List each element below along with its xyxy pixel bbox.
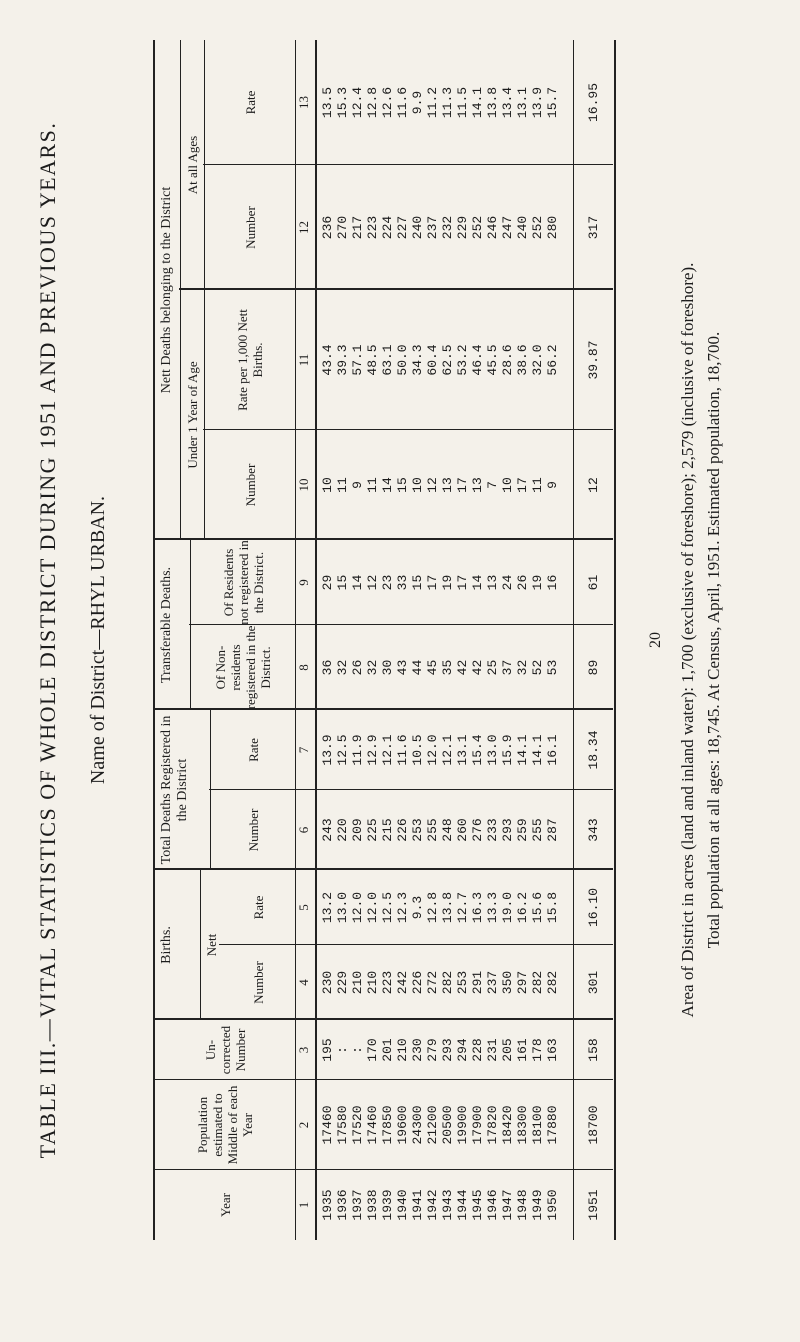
table-cell: 282 — [440, 970, 455, 995]
table-cell: 53.2 — [455, 344, 470, 376]
column-bnum — [315, 945, 573, 1020]
table-cell: 240 — [515, 215, 530, 240]
col-number: 3 — [296, 1046, 311, 1054]
page-number: 20 — [647, 632, 664, 648]
table-cell: 195 — [320, 1038, 335, 1062]
table-cell: 163 — [545, 1038, 560, 1062]
table-cell: 44 — [410, 659, 425, 676]
footnotes — [675, 40, 727, 1240]
table-cell: 19.0 — [500, 891, 515, 924]
table-cell: 1944 — [455, 1189, 470, 1221]
column-nrate — [315, 40, 573, 165]
table-cell: 26 — [350, 659, 365, 676]
table-cell: 43 — [395, 659, 410, 676]
table-cell: 19 — [440, 574, 455, 591]
table-cell: 1948 — [515, 1189, 530, 1221]
footnote-area-acres: Area of District in acres (land and inland water): 1,700 (exclusive of foreshore); 2,579 (inclusive of foreshore). — [678, 262, 697, 1018]
table-cell: 16.10 — [586, 888, 601, 928]
header-non-residents: Of Non-residents registered in the District. — [213, 625, 273, 710]
table-cell: 230 — [320, 970, 335, 995]
column-tdrate — [315, 710, 573, 790]
table-cell: 210 — [350, 970, 365, 995]
table-cell: 12.7 — [455, 891, 470, 924]
table-cell: 11.2 — [425, 86, 440, 119]
table-cell: 12.3 — [395, 891, 410, 924]
table-cell: 13.4 — [500, 86, 515, 119]
table-cell: 215 — [380, 818, 395, 842]
table-cell: 13 — [440, 477, 455, 493]
table-cell: 1941 — [410, 1189, 425, 1221]
table-cell: 11.9 — [350, 734, 365, 766]
col-number: 8 — [296, 664, 311, 671]
column-rule — [153, 1018, 613, 1020]
table-cell: 52 — [530, 659, 545, 676]
table-cell: 17850 — [380, 1105, 395, 1145]
table-cell: 301 — [586, 970, 601, 995]
table-cell: 19900 — [455, 1105, 470, 1145]
table-cell: 17460 — [320, 1105, 335, 1145]
table-cell: 294 — [455, 1038, 470, 1062]
table-cell: 287 — [545, 818, 560, 842]
table-cell: 217 — [350, 215, 365, 240]
table-cell: 48.5 — [365, 344, 380, 376]
table-cell: 63.1 — [380, 344, 395, 376]
table-cell: 25 — [485, 659, 500, 676]
header-total-deaths-group: Total Deaths Registered in the District — [155, 710, 211, 870]
table-cell: 18.34 — [586, 730, 601, 770]
col-number: 7 — [296, 746, 311, 754]
rotated-table-sheet — [35, 40, 775, 1240]
table-cell: 15.6 — [530, 891, 545, 924]
table-cell: 18420 — [500, 1105, 515, 1145]
table-cell: 220 — [335, 818, 350, 842]
table-cell: 1940 — [395, 1189, 410, 1221]
table-cell: 209 — [350, 818, 365, 842]
table-cell: 37 — [500, 659, 515, 676]
table-cell: 42 — [470, 659, 485, 676]
column-year — [315, 1170, 573, 1240]
table-cell: 13.1 — [455, 734, 470, 766]
table-cell: 161 — [515, 1038, 530, 1062]
table-cell: 270 — [335, 215, 350, 240]
table-cell: 30 — [380, 659, 395, 676]
table-cell: 272 — [425, 970, 440, 995]
col-number: 1 — [296, 1201, 311, 1209]
table-cell: 226 — [395, 818, 410, 842]
table-cell: 17 — [515, 477, 530, 493]
col-number: 12 — [296, 221, 311, 234]
table-cell: 178 — [530, 1038, 545, 1062]
column-rule — [153, 708, 613, 710]
header-population: Population estimated to Middle of each Year — [195, 1085, 255, 1165]
table-cell: 14.1 — [470, 86, 485, 119]
table-cell: 13.3 — [485, 891, 500, 924]
table-cell: 32 — [335, 659, 350, 676]
yearly-data-block — [315, 40, 573, 1240]
table-cell: 17 — [455, 574, 470, 591]
table-cell: 35 — [440, 659, 455, 676]
table-cell: 224 — [380, 215, 395, 240]
table-cell: 15.3 — [335, 86, 350, 119]
column-rule — [153, 868, 613, 870]
table-cell: 210 — [395, 1038, 410, 1062]
header-total-deaths-number: Number — [245, 808, 261, 852]
header-total-deaths-rate: Rate — [245, 738, 261, 762]
header-row — [153, 40, 296, 1240]
table-cell: 17460 — [365, 1105, 380, 1145]
table-cell: 1937 — [350, 1189, 365, 1221]
table-cell: 10.5 — [410, 734, 425, 766]
table-cell: 26 — [515, 574, 530, 591]
table-cell: 17580 — [335, 1105, 350, 1145]
table-cell: 9 — [545, 481, 560, 489]
table-cell: 293 — [440, 1038, 455, 1062]
table-cell: 16.3 — [470, 891, 485, 924]
table-cell: 50.0 — [395, 344, 410, 376]
table-cell: 15 — [410, 574, 425, 591]
table-cell: 170 — [365, 1038, 380, 1062]
table-cell: 56.2 — [545, 344, 560, 376]
column-tdnum — [315, 790, 573, 870]
table-cell: 13.0 — [485, 734, 500, 766]
table-cell: 343 — [586, 818, 601, 842]
table-cell: 7 — [485, 481, 500, 489]
table-cell: 12.5 — [380, 891, 395, 924]
district-name: Name of District—RHYL URBAN. — [87, 495, 109, 785]
table-cell: 248 — [440, 818, 455, 842]
table-cell: 13.5 — [320, 86, 335, 119]
column-rule — [179, 288, 613, 290]
table-cell: 13.8 — [440, 891, 455, 924]
table-cell: 226 — [410, 970, 425, 995]
table-cell: 57.1 — [350, 344, 365, 376]
table-cell: 60.4 — [425, 344, 440, 376]
column-rule — [209, 789, 613, 790]
table-cell: 20500 — [440, 1105, 455, 1145]
column-rule — [153, 538, 613, 540]
table-cell: 291 — [470, 970, 485, 995]
table-cell: 18100 — [530, 1105, 545, 1145]
table-cell: 21200 — [425, 1105, 440, 1145]
table-cell: 45.5 — [485, 344, 500, 376]
table-cell: 225 — [365, 818, 380, 842]
table-cell: 12.4 — [350, 86, 365, 119]
table-cell: 17900 — [470, 1105, 485, 1145]
table-cell: 19600 — [395, 1105, 410, 1145]
header-residents: Of Residents not registered in the District. — [220, 540, 266, 625]
table-cell: 210 — [365, 970, 380, 995]
column-nnum — [315, 165, 573, 290]
header-all-ages-number: Number — [242, 206, 258, 249]
table-title: TABLE III.—VITAL STATISTICS OF WHOLE DISTRICT DURING 1951 AND PREVIOUS YEARS. — [35, 121, 60, 1159]
table-cell: 13 — [470, 477, 485, 493]
table-cell: 1936 — [335, 1189, 350, 1221]
table-cell: 12.8 — [425, 891, 440, 924]
header-transferable-group: Transferable Deaths. — [155, 540, 191, 710]
table-cell: 17 — [455, 477, 470, 493]
table-cell: 205 — [500, 1038, 515, 1062]
column-rule — [153, 1079, 613, 1080]
table-cell: 236 — [320, 215, 335, 240]
table-cell: 36 — [320, 659, 335, 676]
table-cell: 12.6 — [380, 86, 395, 119]
table-cell: 1947 — [500, 1189, 515, 1221]
table-cell: 12.9 — [365, 734, 380, 766]
table-cell: 237 — [485, 970, 500, 995]
table-cell: 24300 — [410, 1105, 425, 1145]
col-number: 2 — [296, 1121, 311, 1129]
table-cell: 227 — [395, 215, 410, 240]
table-cell: 33 — [395, 574, 410, 591]
table-cell: 12.0 — [365, 891, 380, 924]
table-cell: 46.4 — [470, 344, 485, 376]
table-cell: 13.9 — [320, 734, 335, 766]
table-cell: 1943 — [440, 1189, 455, 1221]
table-cell: 317 — [586, 215, 601, 240]
header-under-1-number: Number — [242, 463, 258, 507]
table-cell: 17820 — [485, 1105, 500, 1145]
table-cell: 62.5 — [440, 344, 455, 376]
table-cell: 276 — [470, 818, 485, 842]
col-number: 9 — [296, 579, 311, 586]
table-cell: 13 — [485, 574, 500, 591]
table-cell: 1942 — [425, 1189, 440, 1221]
header-births-nett: Nett — [203, 933, 219, 957]
table-cell: 89 — [586, 659, 601, 676]
table-cell: 158 — [586, 1038, 601, 1062]
table-cell: 14 — [380, 477, 395, 493]
table-cell: 13.8 — [485, 86, 500, 119]
table-cell: 255 — [530, 818, 545, 842]
col-number: 11 — [296, 353, 311, 367]
table-cell: 10 — [500, 477, 515, 493]
table-cell: 9.3 — [410, 895, 425, 920]
table-cell: 28.6 — [500, 344, 515, 376]
table-cell: : — [350, 1046, 365, 1054]
table-cell: 53 — [545, 659, 560, 676]
footnote-population: Total population at all ages: 18,745. At Census, April, 1951. Estimated population, 18,700. — [704, 331, 723, 949]
table-cell: 12.5 — [335, 734, 350, 766]
column-n1rate — [315, 290, 573, 430]
table-cell: 1946 — [485, 1189, 500, 1221]
table-cell: 12 — [586, 477, 601, 493]
table-cell: 1945 — [470, 1189, 485, 1221]
table-cell: 11.6 — [395, 86, 410, 119]
table-cell: 242 — [395, 970, 410, 995]
table-cell: 280 — [545, 215, 560, 240]
table-cell: 39.87 — [586, 340, 601, 380]
table-cell: 24 — [500, 574, 515, 591]
table-cell: 1939 — [380, 1189, 395, 1221]
table-cell: 229 — [335, 970, 350, 995]
table-cell: 282 — [545, 970, 560, 995]
column-n1 — [315, 430, 573, 540]
table-cell: 15.8 — [545, 891, 560, 924]
table-cell: 14.1 — [515, 734, 530, 766]
table-cell: : — [335, 1046, 350, 1054]
column-rule — [203, 164, 613, 165]
table-cell: 34.3 — [410, 344, 425, 376]
table-cell: 259 — [515, 818, 530, 842]
table-cell: 231 — [485, 1038, 500, 1062]
header-under-1-rate: Rate per 1,000 Nett Births. — [235, 309, 265, 411]
column-brate — [315, 870, 573, 945]
header-births-rate: Rate — [250, 895, 266, 920]
column-unc — [315, 1020, 573, 1080]
table-cell: 32 — [515, 659, 530, 676]
table-cell: 32 — [365, 659, 380, 676]
table-cell: 17 — [425, 574, 440, 591]
table-cell: 42 — [455, 659, 470, 676]
table-cell: 13.0 — [335, 891, 350, 924]
header-all-ages: At all Ages — [181, 40, 205, 290]
table-cell: 252 — [530, 215, 545, 240]
table-cell: 350 — [500, 970, 515, 995]
table-cell: 45 — [425, 659, 440, 676]
column-pop — [315, 1080, 573, 1170]
table-cell: 14 — [350, 574, 365, 591]
table-cell: 32.0 — [530, 344, 545, 376]
table-cell: 9 — [350, 481, 365, 489]
table-cell: 240 — [410, 215, 425, 240]
table-cell: 229 — [455, 215, 470, 240]
table-cell: 23 — [380, 574, 395, 591]
table-cell: 13.1 — [515, 86, 530, 119]
table-cell: 1951 — [586, 1189, 601, 1221]
table-cell: 9.9 — [410, 90, 425, 115]
table-cell: 43.4 — [320, 344, 335, 376]
table-cell: 293 — [500, 818, 515, 842]
table-cell: 12 — [365, 574, 380, 591]
table-cell: 61 — [586, 574, 601, 591]
table-cell: 13.9 — [530, 86, 545, 119]
table-cell: 16.2 — [515, 891, 530, 924]
table-cell: 18300 — [515, 1105, 530, 1145]
col-number: 10 — [296, 478, 311, 492]
col-number: 4 — [296, 979, 311, 986]
table-cell: 282 — [530, 970, 545, 995]
table-cell: 223 — [380, 970, 395, 995]
table-cell: 223 — [365, 215, 380, 240]
table-cell: 260 — [455, 818, 470, 842]
table-cell: 12.0 — [350, 891, 365, 924]
table-cell: 253 — [455, 970, 470, 995]
table-cell: 12.8 — [365, 86, 380, 119]
table-cell: 247 — [500, 215, 515, 240]
table-cell: 12.0 — [425, 734, 440, 766]
table-cell: 1950 — [545, 1189, 560, 1221]
header-uncorrected: Un-corrected Number — [202, 1025, 248, 1075]
table-cell: 15.7 — [545, 86, 560, 119]
table-cell: 11.6 — [395, 734, 410, 766]
table-cell: 243 — [320, 818, 335, 842]
table-cell: 39.3 — [335, 344, 350, 376]
table-cell: 246 — [485, 215, 500, 240]
col-number: 5 — [296, 904, 311, 911]
column-number-row — [293, 40, 317, 1240]
table-cell: 38.6 — [515, 344, 530, 376]
col-number: 6 — [296, 826, 311, 834]
table-cell: 17520 — [350, 1105, 365, 1145]
table-cell: 16.1 — [545, 734, 560, 766]
column-nonres — [315, 625, 573, 710]
current-year-row — [573, 40, 616, 1240]
header-all-ages-rate: Rate — [242, 90, 258, 115]
column-rule — [153, 1169, 613, 1170]
column-rule — [189, 624, 613, 625]
table-cell: 237 — [425, 215, 440, 240]
table-cell: 233 — [485, 818, 500, 842]
column-rule — [219, 944, 613, 945]
table-cell: 230 — [410, 1038, 425, 1062]
table-cell: 253 — [410, 818, 425, 842]
table-cell: 15.9 — [500, 734, 515, 766]
table-cell: 10 — [320, 477, 335, 493]
col-number: 13 — [296, 96, 311, 109]
table-cell: 14.1 — [530, 734, 545, 766]
header-under-1: Under 1 Year of Age — [181, 290, 205, 540]
table-cell: 1935 — [320, 1189, 335, 1221]
table-cell: 11.3 — [440, 86, 455, 119]
table-cell: 252 — [470, 215, 485, 240]
table-cell: 201 — [380, 1038, 395, 1062]
statistics-table — [153, 40, 633, 1240]
table-cell: 17880 — [545, 1105, 560, 1145]
column-rule — [203, 429, 613, 430]
table-cell: 16 — [545, 574, 560, 591]
column-res — [315, 540, 573, 625]
table-cell: 1949 — [530, 1189, 545, 1221]
header-year: Year — [217, 1193, 233, 1217]
header-births-group: Births. — [155, 870, 201, 1020]
table-cell: 11 — [530, 477, 545, 493]
table-cell: 14 — [470, 574, 485, 591]
table-cell: 11 — [365, 477, 380, 493]
table-cell: 11 — [335, 477, 350, 493]
table-cell: 10 — [410, 477, 425, 493]
table-cell: 15 — [395, 477, 410, 493]
table-cell: 19 — [530, 574, 545, 591]
table-cell: 15.4 — [470, 734, 485, 766]
table-cell: 16.95 — [586, 83, 601, 123]
table-cell: 12.1 — [440, 734, 455, 766]
table-cell: 29 — [320, 574, 335, 591]
table-cell: 255 — [425, 818, 440, 842]
table-cell: 11.5 — [455, 86, 470, 119]
table-cell: 1938 — [365, 1189, 380, 1221]
table-cell: 15 — [335, 574, 350, 591]
table-cell: 279 — [425, 1038, 440, 1062]
table-cell: 12 — [425, 477, 440, 493]
header-births-number: Number — [250, 961, 266, 1004]
table-cell: 13.2 — [320, 891, 335, 924]
header-nett-deaths-group: Nett Deaths belonging to the District — [155, 40, 181, 540]
table-cell: 297 — [515, 970, 530, 995]
table-cell: 12.1 — [380, 734, 395, 766]
table-cell: 228 — [470, 1038, 485, 1062]
table-cell: 18700 — [586, 1105, 601, 1145]
table-cell: 232 — [440, 215, 455, 240]
